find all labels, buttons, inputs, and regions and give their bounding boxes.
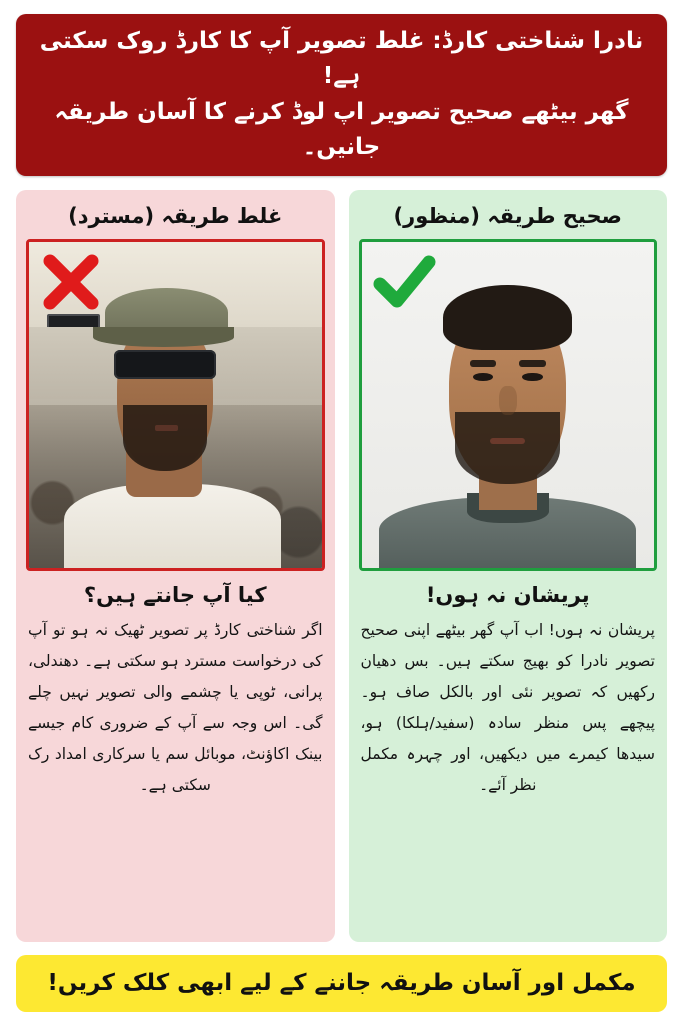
check-icon [372, 250, 436, 314]
wrong-method-card [16, 190, 335, 942]
wrong-heading: کیا آپ جانتے ہیں؟ [83, 583, 267, 608]
correct-method-card [349, 190, 668, 942]
correct-photo [359, 239, 658, 571]
wrong-card-title: غلط طریقہ (مسترد) [68, 204, 283, 228]
correct-heading: پریشان نہ ہوں! [425, 583, 590, 608]
banner-headline: نادرا شناختی کارڈ: غلط تصویر آپ کا کارڈ روک سکتی ہے! [39, 28, 644, 89]
comparison-columns [16, 190, 667, 942]
wrong-body-text: اگر شناختی کارڈ پر تصویر ٹھیک نہ ہو تو آپ کی درخواست مسترد ہو سکتی ہے۔ دھندلی، پرانی، ٹوپی یا چشمے والی تصویر نہیں چلے گی۔ اس وجہ سے آپ کے ضروری کام جیسے بینک اکاؤنٹ، موبائل سم یا سرکاری امداد رک سکتی ہے۔ [28, 621, 323, 795]
correct-card-title: صحیح طریقہ (منظور) [393, 204, 622, 228]
banner-subheadline: گھر بیٹھے صحیح تصویر اپ لوڈ کرنے کا آسان طریقہ جانیں۔ [54, 99, 629, 160]
wrong-photo [26, 239, 325, 571]
correct-body-text: پریشان نہ ہوں! اب آپ گھر بیٹھے اپنی صحیح تصویر نادرا کو بھیج سکتے ہیں۔ بس دھیان رکھیں کہ تصویر نئی اور بالکل صاف ہو۔ پیچھے پس منظر سادہ (سفید/ہلکا) ہو، سیدھا کیمرے میں دیکھیں، اور چہرہ مکمل نظر آئے۔ [360, 621, 655, 795]
header-banner [16, 14, 667, 176]
cross-icon [39, 250, 103, 314]
cta-button[interactable]: مکمل اور آسان طریقہ جاننے کے لیے ابھی کلک کریں! [16, 955, 667, 1012]
